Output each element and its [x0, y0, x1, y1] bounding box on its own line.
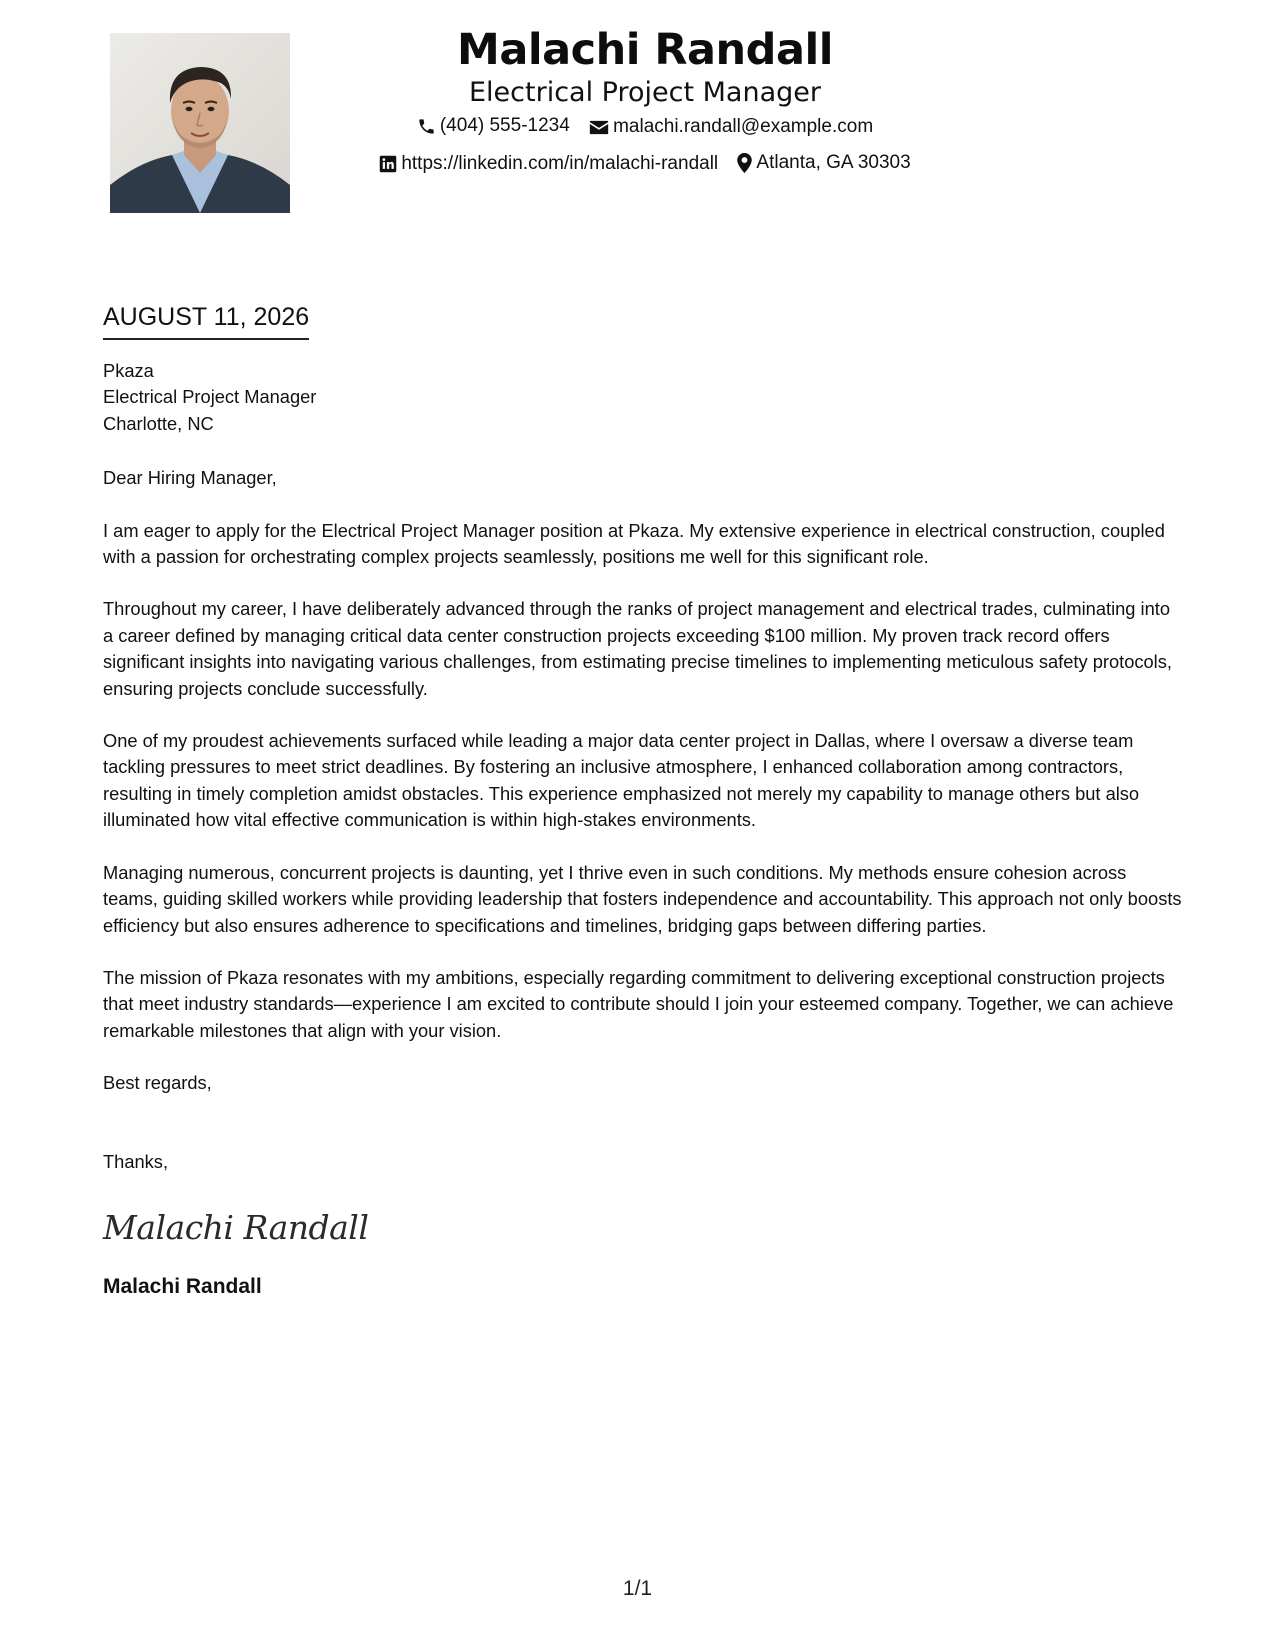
email-contact[interactable]	[589, 111, 873, 143]
map-pin-icon	[737, 153, 752, 173]
closing: Best regards,	[103, 1072, 212, 1094]
profile-photo	[110, 33, 290, 213]
salutation: Dear Hiring Manager,	[103, 467, 277, 489]
recipient-city: Charlotte, NC	[103, 412, 214, 434]
applicant-title: Electrical Project Manager	[469, 77, 821, 108]
recipient-block	[103, 358, 1183, 437]
paragraph-2: Throughout my career, I have deliberately advanced through the ranks of project management and electrical trades, culminating into a career defined by managing critical data center construction projects exceeding $100 million. My proven track record offers significant insights into navigating various challenges, from estimating precise timelines to implementing meticulous safety protocols, ensuring projects conclude successfully.	[103, 598, 1172, 699]
paragraph-4: Managing numerous, concurrent projects is daunting, yet I thrive even in such conditions. My methods ensure cohesion across teams, guiding skilled workers while providing leadership that fosters independence and accountability. This approach not only boosts efficiency but also ensures adherence to specifications and timelines, bridging gaps between differing parties.	[103, 861, 1182, 936]
thanks-line: Thanks,	[103, 1150, 169, 1172]
handwritten-signature: Malachi Randall	[103, 1207, 369, 1247]
paragraph-1: I am eager to apply for the Electrical Project Manager position at Pkaza. My extensive experience in electrical construction, coupled with a passion for orchestrating complex projects seamlessly, positions me well for this significant role.	[103, 519, 1165, 568]
portrait-image	[110, 33, 290, 213]
contact-line-1	[290, 110, 1000, 147]
phone-icon	[417, 117, 436, 136]
envelope-icon	[589, 119, 609, 136]
linkedin-icon	[379, 155, 397, 173]
email-text[interactable]: malachi.randall@example.com	[613, 116, 874, 137]
paragraph-3: One of my proudest achievements surfaced while leading a major data center project in Dallas, where I oversaw a diverse team tackling pressures to meet strict deadlines. By fostering an inclusive atmosphere, I enhanced collaboration among contractors, resulting in timely completion amidst obstacles. This experience emphasized not merely my capability to manage others but also illuminated how vital effective communication is within high-stakes environments.	[103, 730, 1140, 831]
applicant-name: Malachi Randall	[457, 25, 833, 75]
phone-text: (404) 555-1234	[439, 115, 570, 136]
resume-header	[290, 22, 1000, 184]
letter-body	[103, 358, 1183, 1301]
signer-name: Malachi Randall	[103, 1274, 262, 1298]
page-number: 1/1	[622, 1577, 653, 1600]
recipient-company: Pkaza	[103, 360, 154, 381]
linkedin-contact[interactable]	[379, 148, 718, 180]
location-text: Atlanta, GA 30303	[756, 151, 911, 173]
paragraph-5: The mission of Pkaza resonates with my ambitions, especially regarding commitment to delivering exceptional construction projects that meet industry standards—experience I am excited to contribute should I join your esteemed company. Together, we can achieve remarkable milestones that align with your vision.	[103, 966, 1174, 1041]
contact-line-2	[290, 147, 1000, 184]
linkedin-text[interactable]: https://linkedin.com/in/malachi-randall	[401, 152, 719, 174]
letter-date: AUGUST 11, 2026	[103, 300, 309, 340]
recipient-position: Electrical Project Manager	[103, 386, 317, 408]
location-contact	[737, 147, 910, 179]
phone-contact	[417, 110, 570, 142]
